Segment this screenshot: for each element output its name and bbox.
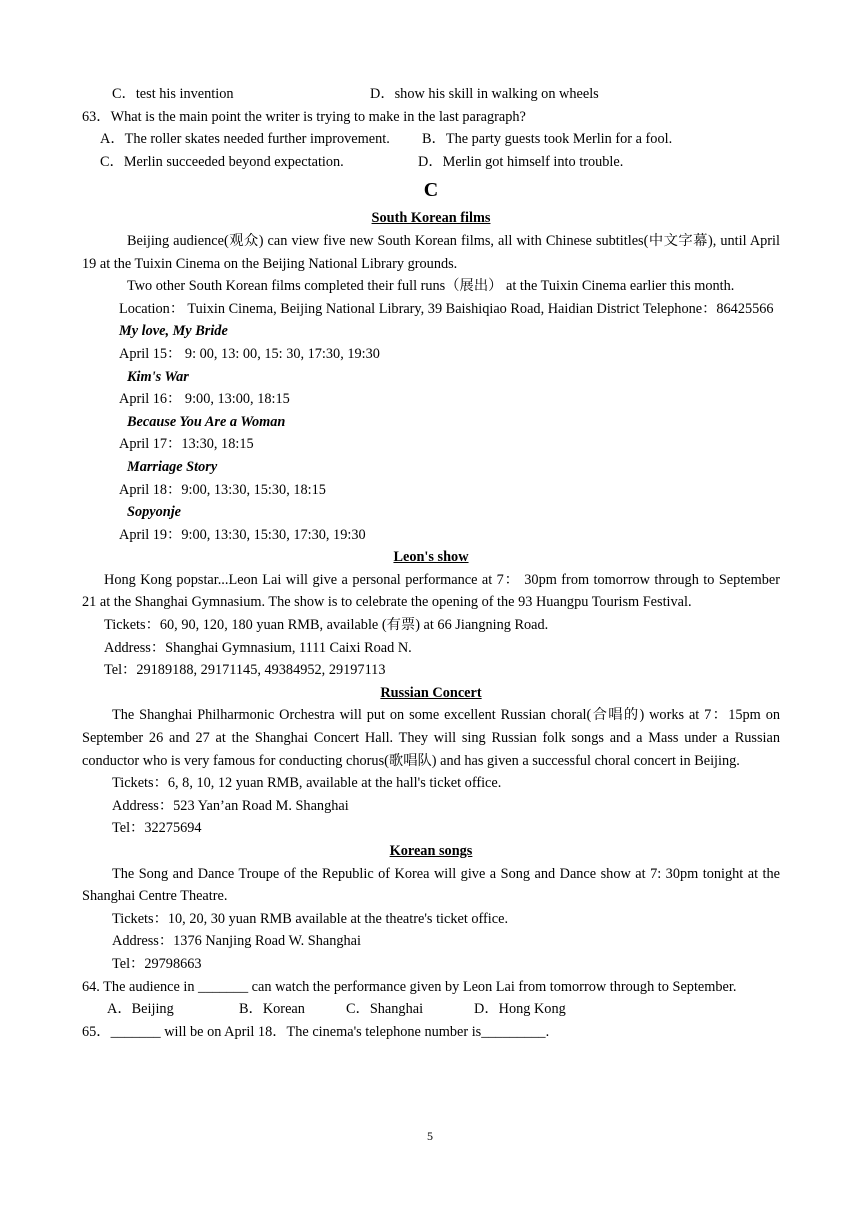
option-c: C．test his invention <box>112 86 234 102</box>
question-63: 63．What is the main point the writer is trying to make in the last paragraph? <box>82 108 526 125</box>
option-b: B．The party guests took Merlin for a fool. <box>422 131 673 148</box>
film-title: Kim's War <box>127 368 189 385</box>
film-title: Marriage Story <box>127 458 218 475</box>
section-heading-russian: Russian Concert <box>380 684 482 701</box>
leon-tel: Tel：29189188, 29171145, 49384952, 29197113 <box>104 662 386 679</box>
russian-paragraph: The Shanghai Philharmonic Orchestra will put on some excellent Russian choral(合唱的) works at 7：15pm on September 26 and 27 at the Shanghai Concert Hall. They will sing Russian folk songs and a Mass under a Russian conductor who is very famous for conducting chorus(歌唱队) and has given a successful choral concert in Beijing. <box>82 707 780 769</box>
film-times: April 17：13:30, 18:15 <box>119 436 254 453</box>
document-page <box>82 83 780 1043</box>
question-65: 65．_______ will be on April 18．The cinema's telephone number is_________. <box>82 1023 550 1040</box>
russian-tel: Tel：32275694 <box>112 820 202 837</box>
option-c: C．Shanghai <box>346 1001 424 1018</box>
korean-paragraph: The Song and Dance Troupe of the Republic of Korea will give a Song and Dance show at 7: 30pm tonight at the Shanghai Centre Theatre. <box>82 865 780 905</box>
option-d: D．show his skill in walking on wheels <box>370 86 599 102</box>
q63-options-row-1 <box>82 128 780 151</box>
leon-address: Address：Shanghai Gymnasium, 1111 Caixi Road N. <box>104 639 412 656</box>
q62-options-row <box>82 83 780 106</box>
section-heading-leon: Leon's show <box>393 549 469 566</box>
q63-options-row-2 <box>82 151 780 174</box>
korean-tickets: Tickets：10, 20, 30 yuan RMB available at the theatre's ticket office. <box>112 910 509 927</box>
film-title: Sopyonje <box>127 504 182 521</box>
option-b: B．Korean <box>239 1001 305 1018</box>
films-paragraph-2: Two other South Korean films completed their full runs（展出） at the Tuixin Cinema earlier this month. <box>127 278 735 295</box>
option-c: C．Merlin succeeded beyond expectation. <box>100 153 344 170</box>
leon-paragraph: Hong Kong popstar...Leon Lai will give a personal performance at 7： 30pm from tomorrow through to September 21 at the Shanghai Gymnasium. The show is to celebrate the opening of the 93 Huangpu Tourism Festival. <box>82 571 780 611</box>
q64-options-row <box>82 998 780 1021</box>
film-times: April 19：9:00, 13:30, 15:30, 17:30, 19:30 <box>119 526 366 543</box>
page-number: 5 <box>427 1129 433 1143</box>
films-paragraph-1: Beijing audience(观众) can view five new South Korean films, all with Chinese subtitles(中文字幕), until April 19 at the Tuixin Cinema on the Beijing National Library grounds. <box>82 232 780 272</box>
leon-tickets: Tickets：60, 90, 120, 180 yuan RMB, available (有票) at 66 Jiangning Road. <box>104 617 549 634</box>
korean-tel: Tel：29798663 <box>112 955 202 972</box>
option-a: A．Beijing <box>107 1001 174 1018</box>
films-location: Location： Tuixin Cinema, Beijing National Library, 39 Baishiqiao Road, Haidian District Telephone：86425566 <box>119 300 774 317</box>
film-title: My love, My Bride <box>119 323 228 340</box>
section-letter: C <box>423 179 439 202</box>
section-heading-korean: Korean songs <box>389 843 473 859</box>
russian-tickets: Tickets：6, 8, 10, 12 yuan RMB, available at the hall's ticket office. <box>112 775 502 792</box>
film-times: April 18：9:00, 13:30, 15:30, 18:15 <box>119 481 326 498</box>
korean-address: Address：1376 Nanjing Road W. Shanghai <box>112 933 361 950</box>
russian-address: Address：523 Yan’an Road M. Shanghai <box>112 797 349 814</box>
film-times: April 16： 9:00, 13:00, 18:15 <box>119 391 290 408</box>
film-schedule <box>82 320 780 546</box>
option-d: D．Merlin got himself into trouble. <box>418 153 624 170</box>
option-d: D．Hong Kong <box>474 1001 566 1018</box>
option-a: A．The roller skates needed further improvement. <box>100 131 390 148</box>
film-title: Because You Are a Woman <box>127 413 286 430</box>
question-64: 64. The audience in _______ can watch the performance given by Leon Lai from tomorrow through to September. <box>82 978 737 995</box>
film-times: April 15： 9: 00, 13: 00, 15: 30, 17:30, 19:30 <box>119 345 380 362</box>
section-heading-films: South Korean films <box>371 210 491 227</box>
